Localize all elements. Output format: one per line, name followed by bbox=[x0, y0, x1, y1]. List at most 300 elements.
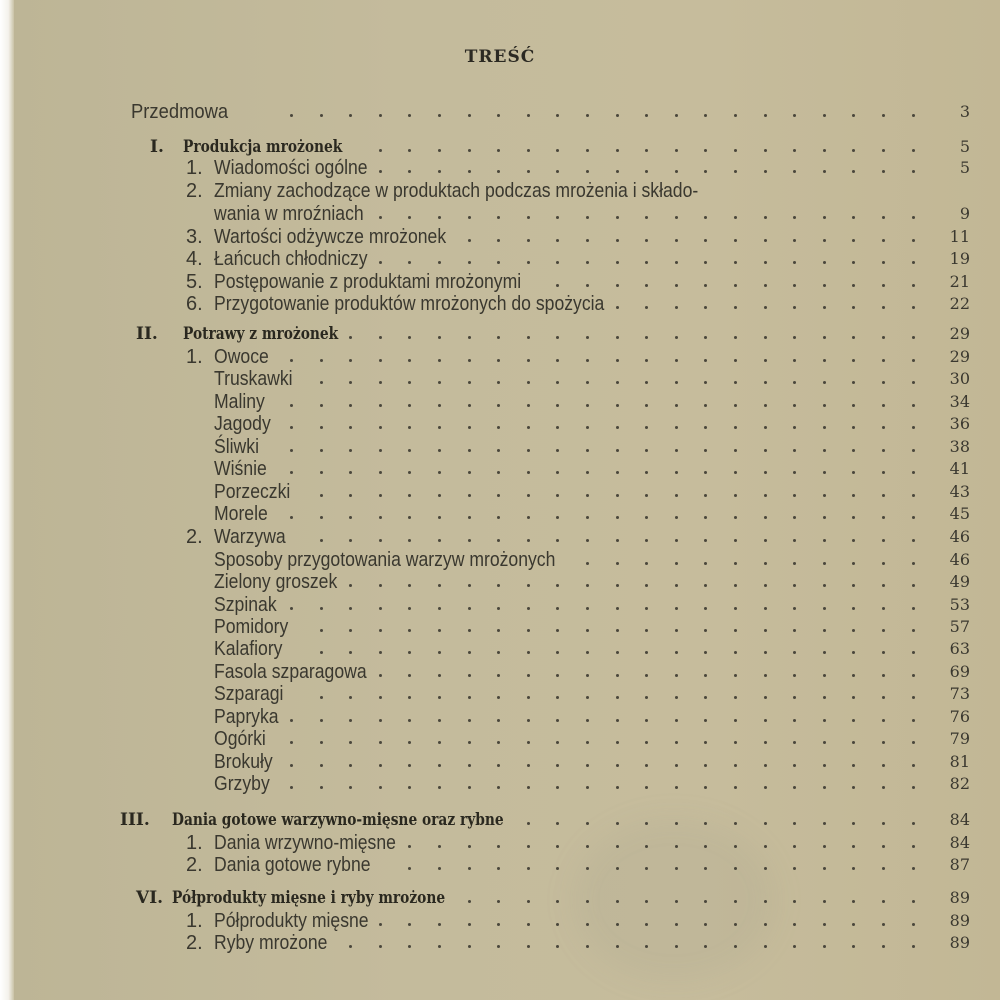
leader-dot bbox=[320, 539, 323, 542]
leader-dot bbox=[882, 261, 885, 264]
entry-title: Zmiany zachodzące w produktach podczas mrożenia i składo- bbox=[214, 180, 699, 202]
leader-dot bbox=[468, 170, 471, 173]
toc-entry[interactable] bbox=[0, 831, 1000, 855]
leader-dot bbox=[704, 381, 707, 384]
page-number: 79 bbox=[949, 729, 970, 748]
toc-entry[interactable] bbox=[0, 593, 1000, 617]
toc-entry[interactable] bbox=[0, 502, 1000, 526]
leader-dot bbox=[497, 449, 500, 452]
leader-dot bbox=[704, 539, 707, 542]
leader-dot bbox=[616, 426, 619, 429]
leader-dot bbox=[468, 584, 471, 587]
leader-dot bbox=[852, 900, 855, 903]
leader-dot bbox=[675, 261, 678, 264]
leader-dot bbox=[882, 651, 885, 654]
leader-dot bbox=[704, 900, 707, 903]
leader-dot bbox=[290, 719, 293, 722]
leader-dot bbox=[379, 261, 382, 264]
leader-dot bbox=[852, 651, 855, 654]
leader-dot bbox=[527, 719, 530, 722]
leader-dot bbox=[586, 651, 589, 654]
leader-dot bbox=[616, 359, 619, 362]
leader-dot bbox=[379, 764, 382, 767]
leader-dot bbox=[823, 822, 826, 825]
leader-dot bbox=[379, 426, 382, 429]
leader-dot bbox=[438, 741, 441, 744]
leader-dot bbox=[527, 404, 530, 407]
leader-dot bbox=[468, 494, 471, 497]
leader-dot bbox=[586, 945, 589, 948]
leader-dot bbox=[438, 359, 441, 362]
leader-dot bbox=[586, 426, 589, 429]
leader-dot bbox=[704, 719, 707, 722]
leader-dot bbox=[823, 381, 826, 384]
page-number: 41 bbox=[949, 459, 970, 478]
leader-dot bbox=[882, 404, 885, 407]
leader-dot bbox=[616, 674, 619, 677]
leader-dot bbox=[734, 381, 737, 384]
leader-dot bbox=[675, 719, 678, 722]
leader-dot bbox=[586, 741, 589, 744]
leader-dot bbox=[764, 696, 767, 699]
toc-entry[interactable] bbox=[0, 412, 1000, 436]
toc-entry[interactable] bbox=[0, 435, 1000, 459]
leader-dot bbox=[616, 923, 619, 926]
toc-entry[interactable] bbox=[0, 390, 1000, 414]
leader-dot bbox=[616, 261, 619, 264]
toc-entry[interactable] bbox=[0, 705, 1000, 729]
leader-dot bbox=[704, 149, 707, 152]
leader-dot bbox=[586, 239, 589, 242]
leader-dot bbox=[823, 261, 826, 264]
leader-dot bbox=[320, 607, 323, 610]
leader-dot bbox=[645, 239, 648, 242]
leader-dot bbox=[793, 845, 796, 848]
leader-dot bbox=[468, 404, 471, 407]
leader-dot bbox=[645, 923, 648, 926]
leader-dot bbox=[468, 426, 471, 429]
leader-dot bbox=[349, 336, 352, 339]
leader-dot bbox=[586, 867, 589, 870]
leader-dot bbox=[823, 923, 826, 926]
entry-title: Brokuły bbox=[214, 751, 273, 773]
leader-dot bbox=[675, 696, 678, 699]
leader-dot bbox=[616, 607, 619, 610]
leader-dot bbox=[556, 764, 559, 767]
toc-entry[interactable] bbox=[0, 750, 1000, 774]
leader-dot bbox=[556, 381, 559, 384]
leader-dot bbox=[408, 170, 411, 173]
leader-dot bbox=[734, 284, 737, 287]
leader-dot bbox=[793, 170, 796, 173]
leader-dot bbox=[527, 867, 530, 870]
leader-dot bbox=[734, 764, 737, 767]
toc-entry[interactable] bbox=[0, 100, 1000, 124]
leader-dot bbox=[764, 867, 767, 870]
leader-dot bbox=[852, 607, 855, 610]
leader-dot bbox=[497, 674, 500, 677]
leader-dot bbox=[468, 764, 471, 767]
toc-entry[interactable] bbox=[0, 292, 1000, 316]
leader-dot bbox=[704, 674, 707, 677]
leader-dot bbox=[290, 426, 293, 429]
leader-dot bbox=[379, 336, 382, 339]
leader-dot bbox=[882, 584, 885, 587]
leader-dot bbox=[912, 900, 915, 903]
leader-dot bbox=[882, 607, 885, 610]
leader-dot bbox=[852, 719, 855, 722]
page-number: 46 bbox=[949, 527, 970, 546]
leader-dot bbox=[438, 539, 441, 542]
leader-dot bbox=[468, 923, 471, 926]
leader-dot bbox=[852, 381, 855, 384]
leader-dot bbox=[645, 764, 648, 767]
leader-dot bbox=[408, 786, 411, 789]
toc-entry[interactable] bbox=[0, 886, 1000, 910]
leader-dot bbox=[882, 516, 885, 519]
page-number: 89 bbox=[949, 933, 970, 952]
leader-dot bbox=[438, 149, 441, 152]
toc-entry[interactable] bbox=[0, 156, 1000, 180]
leader-dot bbox=[586, 923, 589, 926]
leader-dot bbox=[675, 170, 678, 173]
leader-dot bbox=[349, 494, 352, 497]
leader-dot bbox=[645, 719, 648, 722]
leader-dot bbox=[527, 741, 530, 744]
leader-dot bbox=[290, 786, 293, 789]
leader-dot bbox=[734, 149, 737, 152]
leader-dot bbox=[379, 539, 382, 542]
leader-dot bbox=[912, 764, 915, 767]
leader-dot bbox=[912, 336, 915, 339]
leader-dot bbox=[793, 719, 796, 722]
toc-entry[interactable] bbox=[0, 247, 1000, 271]
leader-dot bbox=[912, 306, 915, 309]
leader-dot bbox=[793, 494, 796, 497]
leader-dot bbox=[438, 471, 441, 474]
leader-dot bbox=[645, 261, 648, 264]
leader-dot bbox=[438, 516, 441, 519]
toc-entry[interactable] bbox=[0, 457, 1000, 481]
leader-dot bbox=[320, 786, 323, 789]
leader-dot bbox=[912, 867, 915, 870]
toc-entry[interactable] bbox=[0, 682, 1000, 706]
leader-dot bbox=[497, 539, 500, 542]
toc-entry[interactable] bbox=[0, 637, 1000, 661]
leader-dot bbox=[468, 516, 471, 519]
entry-number: 1. bbox=[186, 346, 203, 368]
leader-dot bbox=[438, 945, 441, 948]
leader-dot bbox=[438, 216, 441, 219]
dot-leader bbox=[0, 292, 1000, 316]
dot-leader bbox=[0, 270, 1000, 294]
page-number: 89 bbox=[949, 888, 970, 907]
leader-dot bbox=[408, 216, 411, 219]
leader-dot bbox=[379, 607, 382, 610]
page-number: 29 bbox=[949, 324, 970, 343]
leader-dot bbox=[527, 696, 530, 699]
leader-dot bbox=[882, 945, 885, 948]
leader-dot bbox=[882, 741, 885, 744]
leader-dot bbox=[586, 607, 589, 610]
entry-number: 2. bbox=[186, 932, 203, 954]
leader-dot bbox=[764, 607, 767, 610]
leader-dot bbox=[852, 741, 855, 744]
leader-dot bbox=[586, 449, 589, 452]
leader-dot bbox=[675, 867, 678, 870]
toc-entry[interactable] bbox=[0, 270, 1000, 294]
toc-entry[interactable] bbox=[0, 772, 1000, 796]
leader-dot bbox=[882, 149, 885, 152]
entry-title: Śliwki bbox=[214, 436, 259, 458]
dot-leader bbox=[0, 886, 1000, 910]
leader-dot bbox=[882, 471, 885, 474]
leader-dot bbox=[912, 945, 915, 948]
dot-leader bbox=[0, 480, 1000, 504]
leader-dot bbox=[527, 239, 530, 242]
leader-dot bbox=[764, 170, 767, 173]
leader-dot bbox=[438, 449, 441, 452]
entry-title: Potrawy z mrożonek bbox=[183, 324, 339, 344]
leader-dot bbox=[616, 404, 619, 407]
toc-entry[interactable] bbox=[0, 727, 1000, 751]
leader-dot bbox=[645, 629, 648, 632]
entry-title: Półprodukty mięsne i ryby mrożone bbox=[172, 888, 446, 908]
leader-dot bbox=[793, 562, 796, 565]
leader-dot bbox=[734, 516, 737, 519]
entry-title: Fasola szparagowa bbox=[214, 661, 367, 683]
toc-entry[interactable] bbox=[0, 548, 1000, 572]
leader-dot bbox=[645, 306, 648, 309]
leader-dot bbox=[379, 629, 382, 632]
leader-dot bbox=[734, 786, 737, 789]
toc-entry[interactable] bbox=[0, 225, 1000, 249]
dot-leader bbox=[0, 367, 1000, 391]
leader-dot bbox=[852, 336, 855, 339]
leader-dot bbox=[586, 845, 589, 848]
leader-dot bbox=[764, 719, 767, 722]
leader-dot bbox=[734, 306, 737, 309]
leader-dot bbox=[882, 867, 885, 870]
toc-entry[interactable] bbox=[0, 660, 1000, 684]
leader-dot bbox=[675, 629, 678, 632]
leader-dot bbox=[793, 539, 796, 542]
leader-dot bbox=[497, 381, 500, 384]
leader-dot bbox=[704, 114, 707, 117]
leader-dot bbox=[675, 562, 678, 565]
leader-dot bbox=[527, 607, 530, 610]
page-number: 43 bbox=[949, 482, 970, 501]
leader-dot bbox=[616, 114, 619, 117]
toc-entry[interactable] bbox=[0, 202, 1000, 226]
leader-dot bbox=[586, 216, 589, 219]
toc-entry[interactable] bbox=[0, 853, 1000, 877]
leader-dot bbox=[645, 562, 648, 565]
leader-dot bbox=[852, 114, 855, 117]
leader-dot bbox=[379, 114, 382, 117]
leader-dot bbox=[586, 822, 589, 825]
leader-dot bbox=[349, 584, 352, 587]
leader-dot bbox=[586, 584, 589, 587]
leader-dot bbox=[438, 867, 441, 870]
leader-dot bbox=[556, 945, 559, 948]
leader-dot bbox=[497, 516, 500, 519]
entry-number: I. bbox=[150, 137, 164, 157]
toc-entry[interactable] bbox=[0, 909, 1000, 933]
page-number: 30 bbox=[949, 369, 970, 388]
leader-dot bbox=[912, 149, 915, 152]
leader-dot bbox=[675, 471, 678, 474]
leader-dot bbox=[556, 674, 559, 677]
leader-dot bbox=[556, 607, 559, 610]
leader-dot bbox=[586, 719, 589, 722]
leader-dot bbox=[912, 426, 915, 429]
entry-title: Produkcja mrożonek bbox=[183, 137, 343, 157]
entry-title: Łańcuch chłodniczy bbox=[214, 248, 368, 270]
leader-dot bbox=[912, 923, 915, 926]
leader-dot bbox=[527, 923, 530, 926]
toc-entry[interactable] bbox=[0, 931, 1000, 955]
leader-dot bbox=[852, 449, 855, 452]
leader-dot bbox=[823, 719, 826, 722]
page-number: 84 bbox=[949, 810, 970, 829]
dot-leader bbox=[0, 750, 1000, 774]
leader-dot bbox=[852, 867, 855, 870]
leader-dot bbox=[912, 404, 915, 407]
leader-dot bbox=[556, 170, 559, 173]
leader-dot bbox=[734, 170, 737, 173]
leader-dot bbox=[912, 239, 915, 242]
leader-dot bbox=[497, 261, 500, 264]
leader-dot bbox=[349, 449, 352, 452]
leader-dot bbox=[408, 845, 411, 848]
toc-entry[interactable] bbox=[0, 179, 1000, 203]
leader-dot bbox=[586, 516, 589, 519]
toc-entry[interactable] bbox=[0, 525, 1000, 549]
page-number: 5 bbox=[959, 137, 970, 156]
leader-dot bbox=[675, 404, 678, 407]
leader-dot bbox=[764, 114, 767, 117]
leader-dot bbox=[349, 404, 352, 407]
entry-title: Warzywa bbox=[214, 526, 286, 548]
leader-dot bbox=[379, 516, 382, 519]
leader-dot bbox=[764, 359, 767, 362]
leader-dot bbox=[852, 261, 855, 264]
leader-dot bbox=[379, 216, 382, 219]
leader-dot bbox=[823, 786, 826, 789]
leader-dot bbox=[823, 306, 826, 309]
toc-entry[interactable] bbox=[0, 480, 1000, 504]
leader-dot bbox=[497, 651, 500, 654]
leader-dot bbox=[497, 764, 500, 767]
leader-dot bbox=[586, 764, 589, 767]
leader-dot bbox=[793, 651, 796, 654]
leader-dot bbox=[823, 239, 826, 242]
leader-dot bbox=[616, 516, 619, 519]
leader-dot bbox=[882, 822, 885, 825]
leader-dot bbox=[408, 261, 411, 264]
toc-entry[interactable] bbox=[0, 808, 1000, 832]
leader-dot bbox=[704, 261, 707, 264]
leader-dot bbox=[527, 900, 530, 903]
page-number: 53 bbox=[949, 595, 970, 614]
leader-dot bbox=[882, 359, 885, 362]
leader-dot bbox=[793, 764, 796, 767]
leader-dot bbox=[764, 239, 767, 242]
leader-dot bbox=[852, 584, 855, 587]
leader-dot bbox=[704, 845, 707, 848]
leader-dot bbox=[852, 786, 855, 789]
toc-entry[interactable] bbox=[0, 345, 1000, 369]
leader-dot bbox=[408, 584, 411, 587]
leader-dot bbox=[586, 629, 589, 632]
toc-entry[interactable] bbox=[0, 615, 1000, 639]
leader-dot bbox=[645, 114, 648, 117]
toc-entry[interactable] bbox=[0, 367, 1000, 391]
leader-dot bbox=[912, 170, 915, 173]
leader-dot bbox=[823, 471, 826, 474]
leader-dot bbox=[349, 539, 352, 542]
leader-dot bbox=[793, 867, 796, 870]
leader-dot bbox=[852, 216, 855, 219]
leader-dot bbox=[645, 651, 648, 654]
leader-dot bbox=[823, 651, 826, 654]
leader-dot bbox=[468, 651, 471, 654]
leader-dot bbox=[349, 629, 352, 632]
leader-dot bbox=[793, 822, 796, 825]
leader-dot bbox=[320, 449, 323, 452]
leader-dot bbox=[379, 584, 382, 587]
dot-leader bbox=[0, 225, 1000, 249]
leader-dot bbox=[912, 674, 915, 677]
entry-title: Dania gotowe rybne bbox=[214, 854, 371, 876]
leader-dot bbox=[438, 719, 441, 722]
dot-leader bbox=[0, 525, 1000, 549]
leader-dot bbox=[408, 114, 411, 117]
entry-title: Maliny bbox=[214, 391, 265, 413]
leader-dot bbox=[823, 845, 826, 848]
leader-dot bbox=[882, 239, 885, 242]
leader-dot bbox=[912, 719, 915, 722]
toc-entry[interactable] bbox=[0, 322, 1000, 346]
leader-dot bbox=[497, 471, 500, 474]
leader-dot bbox=[527, 674, 530, 677]
leader-dot bbox=[556, 845, 559, 848]
leader-dot bbox=[793, 945, 796, 948]
leader-dot bbox=[616, 449, 619, 452]
page-number: 19 bbox=[949, 249, 970, 268]
page-number: 45 bbox=[949, 504, 970, 523]
leader-dot bbox=[912, 786, 915, 789]
leader-dot bbox=[882, 336, 885, 339]
leader-dot bbox=[616, 284, 619, 287]
page-number: 63 bbox=[949, 639, 970, 658]
leader-dot bbox=[527, 629, 530, 632]
page-number: 82 bbox=[949, 774, 970, 793]
leader-dot bbox=[675, 764, 678, 767]
leader-dot bbox=[852, 426, 855, 429]
entry-number: III. bbox=[120, 810, 150, 830]
leader-dot bbox=[734, 845, 737, 848]
leader-dot bbox=[882, 674, 885, 677]
leader-dot bbox=[645, 170, 648, 173]
leader-dot bbox=[734, 674, 737, 677]
leader-dot bbox=[734, 494, 737, 497]
leader-dot bbox=[882, 216, 885, 219]
leader-dot bbox=[468, 719, 471, 722]
toc-entry[interactable] bbox=[0, 570, 1000, 594]
leader-dot bbox=[912, 261, 915, 264]
